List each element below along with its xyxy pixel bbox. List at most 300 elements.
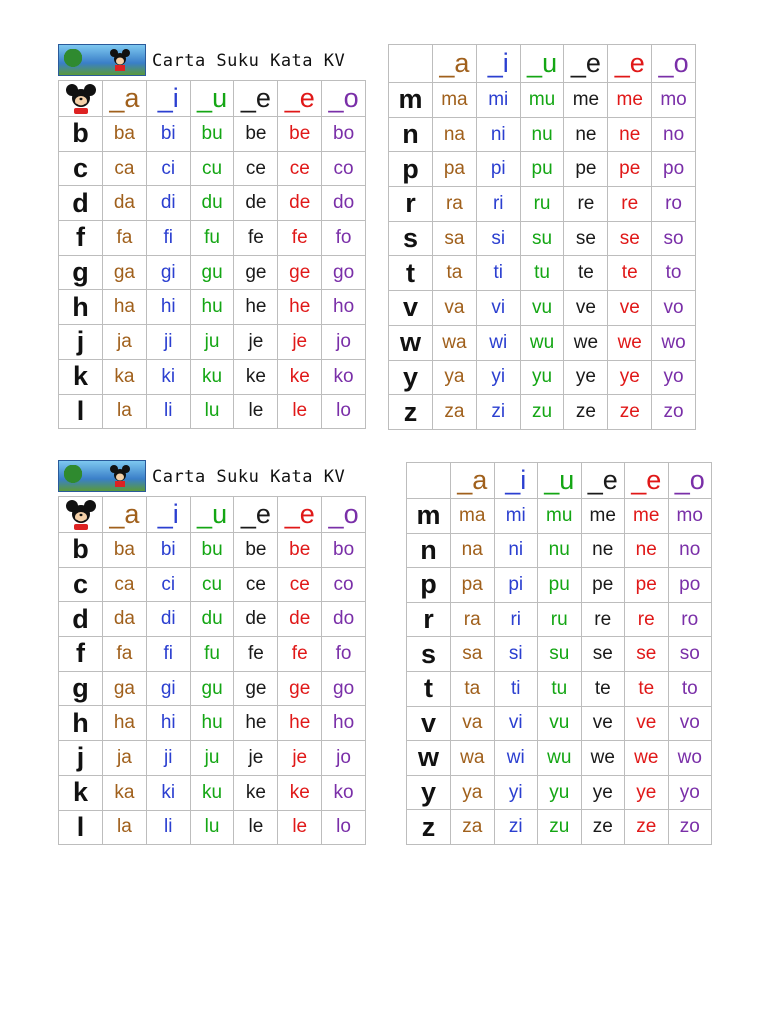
syllable-cell: me [564,83,608,118]
consonant-cell: y [389,360,433,395]
consonant-cell: t [407,671,451,706]
syllable-cell: no [652,117,696,152]
syllable-cell: ne [608,117,652,152]
syllable-cell: ri [494,602,538,637]
vowel-header: _e [581,463,625,499]
syllable-cell: li [146,810,190,845]
consonant-cell: n [389,117,433,152]
syllable-cell: di [146,602,190,637]
syllable-cell: fe [278,637,322,672]
table-row [389,291,696,326]
table-row [389,395,696,430]
vowel-header: _u [190,81,234,117]
syllable-cell: wi [494,741,538,776]
table-row [389,83,696,118]
table-row [59,637,366,672]
syllable-cell: ci [146,567,190,602]
vowel-header: _o [652,45,696,83]
syllable-cell: ra [451,602,495,637]
corner-cell [407,463,451,499]
syllable-cell: ju [190,325,234,360]
syllable-cell: mu [520,83,564,118]
syllable-cell: di [146,186,190,221]
corner-cell [59,81,103,117]
syllable-cell: ne [564,117,608,152]
syllable-cell: ro [652,187,696,222]
syllable-cell: lo [322,394,366,429]
syllable-cell: be [278,533,322,568]
consonant-cell: g [59,671,103,706]
syllable-cell: po [652,152,696,187]
syllable-cell: pe [581,568,625,603]
syllable-cell: hu [190,290,234,325]
syllable-cell: ze [564,395,608,430]
consonant-cell: r [407,602,451,637]
syllable-cell: ze [581,810,625,845]
syllable-cell: hi [146,706,190,741]
syllable-cell: po [668,568,712,603]
syllable-cell: de [278,186,322,221]
syllable-cell: wu [538,741,582,776]
syllable-cell: go [322,255,366,290]
syllable-cell: mi [476,83,520,118]
syllable-cell: he [278,706,322,741]
syllable-cell: pi [476,152,520,187]
syllable-cell: no [668,533,712,568]
consonant-cell: f [59,637,103,672]
vowel-header: _o [322,497,366,533]
syllable-cell: ka [103,775,147,810]
syllable-table-right-bottom [406,462,712,845]
table-row [59,221,366,256]
syllable-cell: se [608,221,652,256]
syllable-cell: be [234,117,278,152]
syllable-cell: gi [146,255,190,290]
consonant-cell: n [407,533,451,568]
vowel-header: _e [625,463,669,499]
syllable-cell: fe [278,221,322,256]
syllable-cell: he [234,706,278,741]
table-row [59,186,366,221]
header-row [407,463,712,499]
syllable-cell: pu [538,568,582,603]
syllable-cell: zo [652,395,696,430]
syllable-cell: le [234,810,278,845]
syllable-cell: si [494,637,538,672]
syllable-cell: ze [608,395,652,430]
syllable-cell: co [322,567,366,602]
syllable-cell: lu [190,394,234,429]
syllable-cell: se [625,637,669,672]
syllable-cell: ku [190,359,234,394]
syllable-cell: de [234,602,278,637]
syllable-cell: do [322,602,366,637]
syllable-cell: me [608,83,652,118]
syllable-cell: bi [146,533,190,568]
chart-title: Carta Suku Kata KV [152,51,346,71]
syllable-cell: so [668,637,712,672]
syllable-cell: bu [190,117,234,152]
syllable-cell: pe [564,152,608,187]
syllable-cell: ta [433,256,477,291]
consonant-cell: m [389,83,433,118]
table-row [407,637,712,672]
consonant-cell: d [59,602,103,637]
syllable-cell: ke [234,775,278,810]
syllable-cell: ga [103,255,147,290]
table-row [407,775,712,810]
chart-title-bottom [58,458,345,492]
vowel-header: _u [538,463,582,499]
syllable-cell: mo [652,83,696,118]
syllable-cell: ja [103,741,147,776]
consonant-cell: j [59,741,103,776]
syllable-cell: re [608,187,652,222]
syllable-cell: tu [538,671,582,706]
syllable-cell: to [652,256,696,291]
vowel-header: _u [520,45,564,83]
syllable-cell: pi [494,568,538,603]
table-row [389,117,696,152]
consonant-cell: b [59,117,103,152]
table-row [59,394,366,429]
syllable-table-right-top [388,44,696,430]
syllable-cell: we [625,741,669,776]
syllable-cell: wo [668,741,712,776]
syllable-cell: ke [234,359,278,394]
table-row [407,533,712,568]
syllable-cell: nu [520,117,564,152]
syllable-cell: ce [234,151,278,186]
table-row [59,117,366,152]
vowel-header: _e [278,81,322,117]
syllable-cell: ji [146,741,190,776]
syllable-cell: he [234,290,278,325]
consonant-cell: b [59,533,103,568]
syllable-cell: ye [608,360,652,395]
syllable-cell: de [278,602,322,637]
consonant-cell: v [389,291,433,326]
vowel-header: _e [564,45,608,83]
syllable-cell: su [520,221,564,256]
syllable-cell: ha [103,290,147,325]
table-row [407,568,712,603]
syllable-cell: ju [190,741,234,776]
syllable-cell: bi [146,117,190,152]
syllable-cell: ho [322,290,366,325]
syllable-cell: le [278,810,322,845]
vowel-header: _e [608,45,652,83]
syllable-cell: pe [608,152,652,187]
syllable-cell: si [476,221,520,256]
syllable-cell: me [625,499,669,534]
syllable-cell: la [103,394,147,429]
table-row [407,499,712,534]
syllable-cell: lu [190,810,234,845]
table-row [59,706,366,741]
syllable-cell: le [234,394,278,429]
syllable-cell: wa [433,325,477,360]
vowel-header: _i [146,497,190,533]
table-row [407,602,712,637]
vowel-header: _e [234,81,278,117]
consonant-cell: k [59,775,103,810]
syllable-cell: wi [476,325,520,360]
syllable-cell: yi [494,775,538,810]
syllable-cell: ku [190,775,234,810]
syllable-cell: vu [520,291,564,326]
corner-cell [389,45,433,83]
syllable-cell: fo [322,221,366,256]
consonant-cell: s [407,637,451,672]
syllable-cell: ve [608,291,652,326]
mickey-banner-icon [58,44,146,76]
syllable-cell: hu [190,706,234,741]
syllable-table-left-top [58,80,366,429]
consonant-cell: r [389,187,433,222]
vowel-header: _e [234,497,278,533]
syllable-cell: ho [322,706,366,741]
mickey-mouse-icon [64,499,98,531]
consonant-cell: m [407,499,451,534]
syllable-cell: te [608,256,652,291]
syllable-cell: ve [625,706,669,741]
syllable-cell: du [190,186,234,221]
syllable-cell: te [625,671,669,706]
syllable-cell: ve [564,291,608,326]
syllable-cell: fa [103,637,147,672]
syllable-cell: ba [103,533,147,568]
syllable-cell: mu [538,499,582,534]
syllable-cell: be [278,117,322,152]
syllable-cell: bo [322,533,366,568]
vowel-header: _e [278,497,322,533]
table-row [389,152,696,187]
table-row [59,602,366,637]
vowel-header: _a [451,463,495,499]
syllable-cell: je [278,741,322,776]
vowel-header: _i [494,463,538,499]
syllable-cell: ki [146,359,190,394]
syllable-cell: we [581,741,625,776]
syllable-cell: ne [581,533,625,568]
syllable-cell: ge [234,671,278,706]
syllable-cell: ba [103,117,147,152]
syllable-cell: co [322,151,366,186]
table-row [59,567,366,602]
syllable-cell: fi [146,221,190,256]
syllable-cell: ki [146,775,190,810]
mickey-mouse-icon [64,83,98,115]
syllable-cell: ne [625,533,669,568]
syllable-cell: fo [322,637,366,672]
syllable-cell: ra [433,187,477,222]
syllable-cell: zi [494,810,538,845]
syllable-cell: ta [451,671,495,706]
syllable-cell: mi [494,499,538,534]
consonant-cell: f [59,221,103,256]
consonant-cell: z [389,395,433,430]
consonant-cell: l [59,394,103,429]
vowel-header: _i [146,81,190,117]
syllable-cell: ha [103,706,147,741]
syllable-cell: du [190,602,234,637]
syllable-cell: we [564,325,608,360]
syllable-cell: je [234,741,278,776]
syllable-cell: we [608,325,652,360]
syllable-cell: ca [103,567,147,602]
consonant-cell: h [59,290,103,325]
vowel-header: _i [476,45,520,83]
syllable-cell: fe [234,221,278,256]
vowel-header: _a [103,81,147,117]
syllable-cell: ke [278,359,322,394]
syllable-cell: cu [190,567,234,602]
header-row [59,81,366,117]
syllable-cell: vi [476,291,520,326]
syllable-cell: ci [146,151,190,186]
syllable-cell: pu [520,152,564,187]
syllable-cell: ye [581,775,625,810]
syllable-cell: do [322,186,366,221]
consonant-cell: w [389,325,433,360]
table-row [59,255,366,290]
syllable-cell: ru [538,602,582,637]
syllable-cell: hi [146,290,190,325]
syllable-cell: ko [322,775,366,810]
syllable-cell: za [433,395,477,430]
syllable-cell: je [278,325,322,360]
syllable-cell: yo [652,360,696,395]
table-row [389,360,696,395]
syllable-cell: jo [322,741,366,776]
vowel-header: _o [322,81,366,117]
consonant-cell: v [407,706,451,741]
syllable-cell: go [322,671,366,706]
syllable-cell: ri [476,187,520,222]
table-row [59,741,366,776]
table-row [407,671,712,706]
syllable-cell: mo [668,499,712,534]
syllable-cell: ga [103,671,147,706]
table-row [407,706,712,741]
syllable-cell: wu [520,325,564,360]
syllable-cell: sa [451,637,495,672]
syllable-cell: za [451,810,495,845]
syllable-cell: wa [451,741,495,776]
syllable-cell: yi [476,360,520,395]
consonant-cell: p [407,568,451,603]
syllable-cell: te [581,671,625,706]
header-row [389,45,696,83]
consonant-cell: d [59,186,103,221]
syllable-cell: fi [146,637,190,672]
chart-title: Carta Suku Kata KV [152,467,346,487]
syllable-cell: ye [625,775,669,810]
syllable-cell: va [433,291,477,326]
consonant-cell: g [59,255,103,290]
syllable-cell: ce [234,567,278,602]
syllable-cell: wo [652,325,696,360]
consonant-cell: z [407,810,451,845]
syllable-cell: he [278,290,322,325]
syllable-cell: re [625,602,669,637]
syllable-cell: su [538,637,582,672]
consonant-cell: j [59,325,103,360]
syllable-cell: cu [190,151,234,186]
syllable-cell: fu [190,637,234,672]
header-row [59,497,366,533]
syllable-cell: ro [668,602,712,637]
syllable-cell: ke [278,775,322,810]
syllable-cell: le [278,394,322,429]
syllable-cell: pe [625,568,669,603]
syllable-cell: zi [476,395,520,430]
syllable-cell: lo [322,810,366,845]
consonant-cell: p [389,152,433,187]
syllable-cell: gu [190,671,234,706]
syllable-cell: ja [103,325,147,360]
syllable-cell: te [564,256,608,291]
consonant-cell: l [59,810,103,845]
syllable-cell: ge [278,255,322,290]
syllable-cell: vi [494,706,538,741]
table-row [59,775,366,810]
syllable-cell: ce [278,567,322,602]
consonant-cell: c [59,151,103,186]
syllable-cell: gu [190,255,234,290]
syllable-cell: fe [234,637,278,672]
syllable-cell: da [103,602,147,637]
syllable-cell: se [564,221,608,256]
syllable-cell: pa [433,152,477,187]
syllable-cell: fu [190,221,234,256]
table-row [389,256,696,291]
syllable-cell: so [652,221,696,256]
syllable-cell: vo [668,706,712,741]
syllable-table-left-bottom [58,496,366,845]
syllable-cell: se [581,637,625,672]
syllable-cell: ce [278,151,322,186]
table-row [59,810,366,845]
syllable-cell: na [433,117,477,152]
syllable-cell: tu [520,256,564,291]
syllable-cell: la [103,810,147,845]
syllable-cell: sa [433,221,477,256]
syllable-cell: yu [520,360,564,395]
consonant-cell: s [389,221,433,256]
table-row [407,741,712,776]
table-row [59,325,366,360]
consonant-cell: w [407,741,451,776]
syllable-cell: je [234,325,278,360]
table-row [59,290,366,325]
syllable-cell: da [103,186,147,221]
syllable-cell: ru [520,187,564,222]
syllable-cell: ko [322,359,366,394]
syllable-cell: bo [322,117,366,152]
syllable-cell: ve [581,706,625,741]
syllable-cell: li [146,394,190,429]
table-row [59,671,366,706]
syllable-cell: zu [538,810,582,845]
syllable-cell: yo [668,775,712,810]
syllable-cell: va [451,706,495,741]
syllable-cell: yu [538,775,582,810]
table-row [59,359,366,394]
syllable-cell: ti [494,671,538,706]
table-row [389,325,696,360]
